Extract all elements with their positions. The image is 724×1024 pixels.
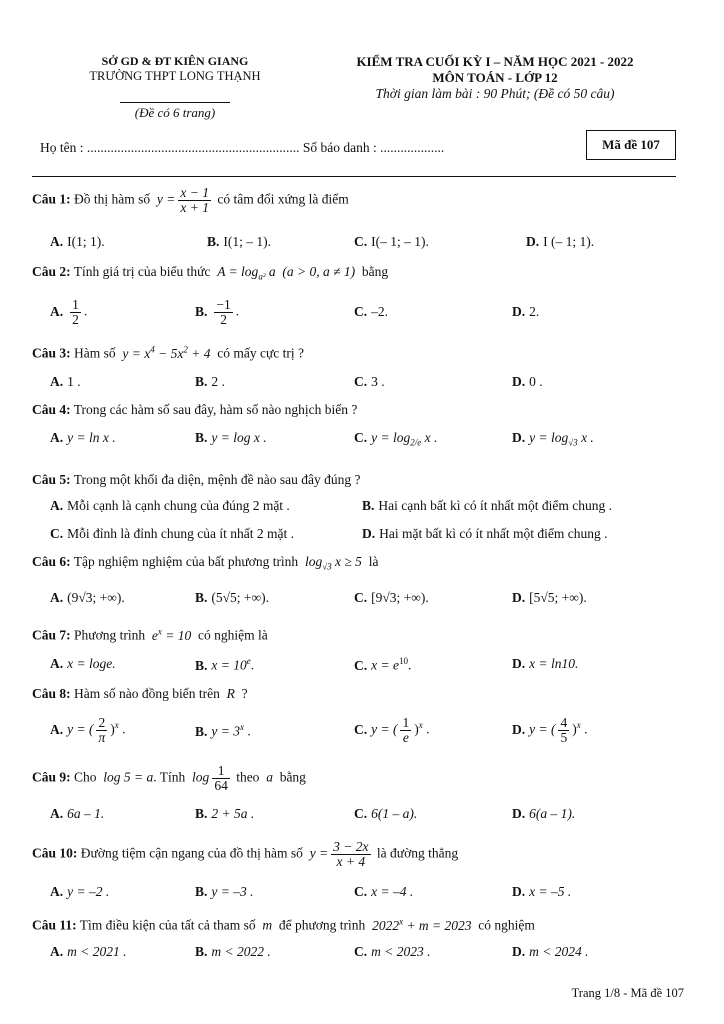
q1-option-b[interactable]: B. I(1; – 1). <box>207 234 272 249</box>
fraction: $\frac{x - 1}{x + 1}$ <box>180 185 209 215</box>
q9-option-a[interactable]: A. 6a – 1. <box>50 806 105 821</box>
q6-option-b[interactable]: B. (5√5; +∞). <box>195 590 270 605</box>
q6-option-a[interactable]: A. (9√3; +∞). <box>50 590 125 605</box>
formula: y = <box>153 191 176 207</box>
q5-option-a[interactable]: A. Mỗi cạnh là cạnh chung của đúng 2 mặt . <box>50 498 290 513</box>
q7-option-b[interactable]: B. $x = 10^e$. <box>195 656 255 673</box>
question-3: Câu 3: Hàm số $y = x^4 - 5x^2 + 4$ có mấy cực trị ? <box>32 344 304 361</box>
q9-option-b[interactable]: B. 2 + 5a . <box>195 806 255 821</box>
q7-option-d[interactable]: D. x = ln10. <box>512 656 579 671</box>
q2-option-b[interactable]: B. $\frac{-1}{2}$ . <box>195 297 240 327</box>
q3-option-a[interactable]: A. 1 . <box>50 374 81 389</box>
question-8: Câu 8: Hàm số nào đồng biến trên R ? <box>32 686 248 701</box>
q11-option-b[interactable]: B. m < 2022 . <box>195 944 271 959</box>
q10-option-c[interactable]: C. x = –4 . <box>354 884 414 899</box>
pages-note: (Đề có 6 trang) <box>134 105 216 120</box>
q8-option-a[interactable]: A. y = ( $\frac{2}{\pi}$ )$^x$ . <box>50 715 126 745</box>
question-6: Câu 6: Tập nghiệm nghiệm của bất phương trình $\log_{√3} x \ge 5$ là <box>32 554 379 572</box>
q10-option-a[interactable]: A. y = –2 . <box>50 884 110 899</box>
q1-option-d[interactable]: D. I (– 1; 1). <box>526 234 595 249</box>
header-left <box>60 54 290 120</box>
student-info-line: Họ tên : ............................................................... Số báo danh : ................... <box>40 140 445 155</box>
q1-option-a[interactable]: A. I(1; 1). <box>50 234 105 249</box>
q5-option-d[interactable]: D. Hai mặt bất kì có ít nhất một điểm chung . <box>362 526 608 541</box>
q2-option-c[interactable]: C. –2. <box>354 304 388 319</box>
q3-option-b[interactable]: B. 2 . <box>195 374 225 389</box>
header-right <box>330 54 660 102</box>
q4-option-a[interactable]: A. y = ln x . <box>50 430 116 445</box>
q11-option-a[interactable]: A. m < 2021 . <box>50 944 127 959</box>
q4-option-c[interactable]: C. $y = \log_{2/e} x$ . <box>354 430 438 448</box>
exam-duration: Thời gian làm bài : 90 Phút; (Đề có 50 câu) <box>375 86 615 101</box>
question-11: Câu 11: Tìm điều kiện của tất cả tham số m để phương trình $2022^x + m = 2023$ có nghiệm <box>32 916 535 933</box>
q1-option-c[interactable]: C. I(– 1; – 1). <box>354 234 429 249</box>
formula: $A = \log_{a^2} a$ (a > 0, a ≠ 1) <box>213 264 359 282</box>
q4-option-d[interactable]: D. $y = \log_{√3} x$ . <box>512 430 594 448</box>
subject-title: MÔN TOÁN - LỚP 12 <box>432 70 558 85</box>
q3-option-d[interactable]: D. 0 . <box>512 374 543 389</box>
q7-option-a[interactable]: A. x = loge. <box>50 656 116 671</box>
q8-option-c[interactable]: C. y = ( $\frac{1}{e}$ )$^x$ . <box>354 715 430 745</box>
q11-option-d[interactable]: D. m < 2024 . <box>512 944 589 959</box>
q8-option-b[interactable]: B. $y = 3^x$ . <box>195 722 251 739</box>
q2-option-a[interactable]: A. $\frac{1}{2}$ . <box>50 297 88 327</box>
question-label: Câu 1: <box>32 191 71 207</box>
q5-option-b[interactable]: B. Hai cạnh bất kì có ít nhất một điểm chung . <box>362 498 612 513</box>
q4-option-b[interactable]: B. y = log x . <box>195 430 267 445</box>
question-stem: Đồ thị hàm số <box>74 191 151 207</box>
q11-option-c[interactable]: C. m < 2023 . <box>354 944 431 959</box>
q10-option-b[interactable]: B. y = –3 . <box>195 884 254 899</box>
question-2: Câu 2: Tính giá trị của biểu thức $A = \log_{a^2} a$ (a > 0, a ≠ 1) bằng <box>32 264 389 282</box>
q8-option-d[interactable]: D. y = ( $\frac{4}{5}$ )$^x$ . <box>512 715 588 745</box>
question-5: Câu 5: Trong một khối đa diện, mệnh đề nào sau đây đúng ? <box>32 472 361 487</box>
q10-option-d[interactable]: D. x = –5 . <box>512 884 572 899</box>
question-1 <box>32 186 349 215</box>
header-rule <box>32 176 676 177</box>
page-footer: Trang 1/8 - Mã đề 107 <box>571 986 684 1000</box>
school-name: TRƯỜNG THPT LONG THẠNH <box>89 69 261 83</box>
question-7: Câu 7: Phương trình $e^x = 10$ có nghiệm là <box>32 626 268 643</box>
q7-option-c[interactable]: C. $x = e^{10}$. <box>354 656 412 673</box>
question-stem-tail: có tâm đối xứng là điểm <box>217 191 349 207</box>
q2-option-d[interactable]: D. 2. <box>512 304 540 319</box>
q9-option-c[interactable]: C. 6(1 – a). <box>354 806 418 821</box>
q9-option-d[interactable]: D. 6(a – 1). <box>512 806 576 821</box>
exam-title: KIỂM TRA CUỐI KỲ I – NĂM HỌC 2021 - 2022 <box>356 54 634 69</box>
q5-option-c[interactable]: C. Mỗi đỉnh là đỉnh chung của ít nhất 2 mặt . <box>50 526 294 541</box>
q6-option-c[interactable]: C. [9√3; +∞). <box>354 590 429 605</box>
exam-code-box: Mã đề 107 <box>586 130 676 160</box>
question-4: Câu 4: Trong các hàm số sau đây, hàm số nào nghịch biến ? <box>32 402 358 417</box>
department-name: SỞ GD & ĐT KIÊN GIANG <box>101 54 249 68</box>
header-divider <box>120 102 230 103</box>
question-9: Câu 9: Cho log 5 = a. Tính log $\frac{1}{64}$ theo a bằng <box>32 763 306 793</box>
q3-option-c[interactable]: C. 3 . <box>354 374 385 389</box>
q6-option-d[interactable]: D. [5√5; +∞). <box>512 590 587 605</box>
question-10: Câu 10: Đường tiệm cận ngang của đồ thị hàm số y = $\frac{3 - 2x}{x + 4}$ là đường thẳng <box>32 839 459 869</box>
